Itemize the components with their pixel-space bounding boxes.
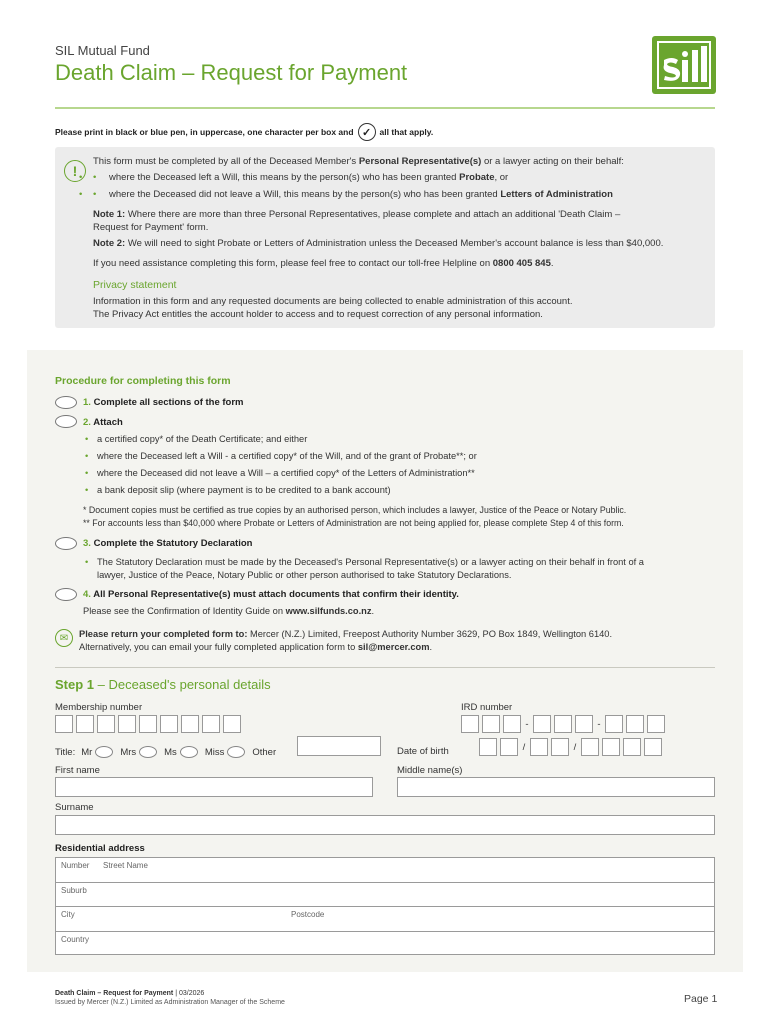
email-link[interactable]: sil@mercer.com <box>357 641 430 652</box>
step3-description: • The Statutory Declaration must be made by the Deceased's Personal Representative(s) or a lawyer acting on their behalf in front of a lawyer, Justice of the Peace, Notary Public or other person authorised to take Statutory Declarations. <box>85 557 644 580</box>
address-row-street[interactable] <box>56 858 714 883</box>
char-box[interactable] <box>605 715 623 733</box>
char-box[interactable] <box>479 738 497 756</box>
middle-name-label: Middle name(s) <box>397 765 463 776</box>
instructions <box>55 123 433 141</box>
step1-heading: Step 1 – Deceased's personal details <box>55 677 271 692</box>
brand-name: SIL Mutual Fund <box>55 43 150 58</box>
attach-item: • a bank deposit slip (where payment is to be credited to a bank account) <box>97 485 391 495</box>
char-box[interactable] <box>644 738 662 756</box>
title-options <box>55 746 276 758</box>
first-name-label: First name <box>55 765 100 776</box>
dob-boxes[interactable] <box>479 738 662 756</box>
helpline-text: If you need assistance completing this form, please feel free to contact our toll-free Helpline on 0800 405 845. <box>93 258 554 269</box>
address-row-city[interactable] <box>56 907 714 932</box>
char-box[interactable] <box>581 738 599 756</box>
section-divider <box>55 667 715 668</box>
char-box[interactable] <box>575 715 593 733</box>
char-box[interactable] <box>461 715 479 733</box>
dash: - <box>597 718 601 730</box>
char-box[interactable] <box>181 715 199 733</box>
attach-item: • where the Deceased did not leave a Will – a certified copy* of the Letters of Administration** <box>97 468 475 478</box>
title-other-field[interactable] <box>297 736 381 756</box>
addr-suburb-label: Suburb <box>61 885 87 895</box>
char-box[interactable] <box>139 715 157 733</box>
note-2: Note 2: We will need to sight Probate or Letters of Administration unless the Deceased Member's account balance is less than $40,000. <box>93 238 664 249</box>
title-miss-radio[interactable] <box>227 746 245 758</box>
address-heading: Residential address <box>55 843 145 854</box>
addr-country-label: Country <box>61 934 90 944</box>
char-box[interactable] <box>76 715 94 733</box>
page-number: Page 1 <box>684 993 718 1005</box>
addr-number-label: Number <box>61 861 90 870</box>
sil-logo <box>652 36 716 94</box>
slash: / <box>573 741 577 753</box>
identity-guide-link[interactable]: www.silfunds.co.nz <box>285 606 372 616</box>
membership-number-boxes[interactable] <box>55 715 241 733</box>
residential-address-block <box>55 857 715 955</box>
header-divider <box>55 107 715 109</box>
char-box[interactable] <box>623 738 641 756</box>
step1-checkbox[interactable] <box>55 396 77 409</box>
page-title: Death Claim – Request for Payment <box>55 60 408 85</box>
footnote-2: ** For accounts less than $40,000 where Probate or Letters of Administration are not being applied for, please complete Step 4 of this form. <box>83 518 624 528</box>
addr-postcode-label: Postcode <box>291 910 325 919</box>
step2-checkbox[interactable] <box>55 415 77 428</box>
first-name-field[interactable] <box>55 777 373 797</box>
attach-item: • a certified copy* of the Death Certificate; and either <box>97 434 307 444</box>
char-box[interactable] <box>97 715 115 733</box>
char-box[interactable] <box>202 715 220 733</box>
title-mr-radio[interactable] <box>95 746 113 758</box>
address-row-suburb[interactable] <box>56 883 714 908</box>
char-box[interactable] <box>626 715 644 733</box>
step3-checkbox[interactable] <box>55 537 77 550</box>
title-other-label: Other <box>252 746 277 758</box>
privacy-text: Information in this form and any requested documents are being collected to enable administration of this account. The Privacy Act entitles the account holder to access and to request correction of any personal information. <box>93 296 573 320</box>
ird-number-boxes[interactable] <box>461 715 665 733</box>
char-box[interactable] <box>223 715 241 733</box>
info-intro: This form must be completed by all of the Deceased Member's Personal Representative(s) or a lawyer acting on their behalf: <box>93 156 624 167</box>
instructions-text: Please print in black or blue pen, in uppercase, one character per box and <box>55 127 354 137</box>
char-box[interactable] <box>118 715 136 733</box>
ird-label: IRD number <box>461 702 513 713</box>
step4-checkbox[interactable] <box>55 588 77 601</box>
surname-label: Surname <box>55 802 94 813</box>
title-miss-label: Miss <box>204 746 225 758</box>
title-mrs-radio[interactable] <box>139 746 157 758</box>
char-box[interactable] <box>500 738 518 756</box>
note-1: Note 1: Where there are more than three Personal Representatives, please complete and attach an additional 'Death Claim – Request for Payment' form. <box>93 209 621 233</box>
dob-label: Date of birth <box>397 746 449 757</box>
title-mr-label: Mr <box>81 746 93 758</box>
title-ms-radio[interactable] <box>180 746 198 758</box>
title-label: Title: <box>55 746 76 758</box>
title-ms-label: Ms <box>164 746 177 758</box>
title-mrs-label: Mrs <box>120 746 137 758</box>
footnote-1: * Document copies must be certified as true copies by an authorised person, which includes a lawyer, Justice of the Peace or Notary Public. <box>83 505 627 515</box>
char-box[interactable] <box>503 715 521 733</box>
procedure-step-2: 2. Attach <box>83 417 123 428</box>
envelope-icon: ✉ <box>55 629 73 647</box>
addr-city-label: City <box>61 910 75 919</box>
char-box[interactable] <box>647 715 665 733</box>
tick-icon: ✓ <box>358 123 376 141</box>
middle-name-field[interactable] <box>397 777 715 797</box>
char-box[interactable] <box>482 715 500 733</box>
attach-item: • where the Deceased left a Will - a certified copy* of the Will, and of the grant of Probate**; or <box>97 451 477 461</box>
info-bullet-2: • • where the Deceased did not leave a Will, this means by the person(s) who has been granted Letters of Administration <box>109 189 709 202</box>
char-box[interactable] <box>533 715 551 733</box>
slash: / <box>522 741 526 753</box>
char-box[interactable] <box>160 715 178 733</box>
footer-title: Death Claim – Request for Payment | 03/2026 <box>55 990 205 997</box>
char-box[interactable] <box>55 715 73 733</box>
exclamation-icon: ! <box>64 160 86 182</box>
procedure-step-1: 1. Complete all sections of the form <box>83 397 244 408</box>
char-box[interactable] <box>554 715 572 733</box>
info-bullet-1: • • where the Deceased left a Will, this means by the person(s) who has been granted Probate, or <box>109 172 709 185</box>
membership-label: Membership number <box>55 702 143 713</box>
return-address: Please return your completed form to: Mercer (N.Z.) Limited, Freepost Authority Number 3629, PO Box 1849, Wellington 6140. Alternatively, you can email your fully completed application form to sil@mercer.com. <box>79 629 613 652</box>
procedure-heading: Procedure for completing this form <box>55 375 231 387</box>
instructions-text-end: all that apply. <box>379 127 434 137</box>
address-row-country[interactable] <box>56 932 714 957</box>
procedure-step-3: 3. Complete the Statutory Declaration <box>83 538 253 549</box>
dash: - <box>525 718 529 730</box>
surname-field[interactable] <box>55 815 715 835</box>
footer-issued: Issued by Mercer (N.Z.) Limited as Administration Manager of the Scheme <box>55 999 285 1006</box>
addr-street-label: Street Name <box>103 861 148 870</box>
procedure-step-4: 4. All Personal Representative(s) must attach documents that confirm their identity. <box>83 589 459 600</box>
privacy-heading: Privacy statement <box>93 279 177 291</box>
step4-sub: Please see the Confirmation of Identity Guide on www.silfunds.co.nz. <box>83 606 375 616</box>
char-box[interactable] <box>602 738 620 756</box>
char-box[interactable] <box>530 738 548 756</box>
char-box[interactable] <box>551 738 569 756</box>
